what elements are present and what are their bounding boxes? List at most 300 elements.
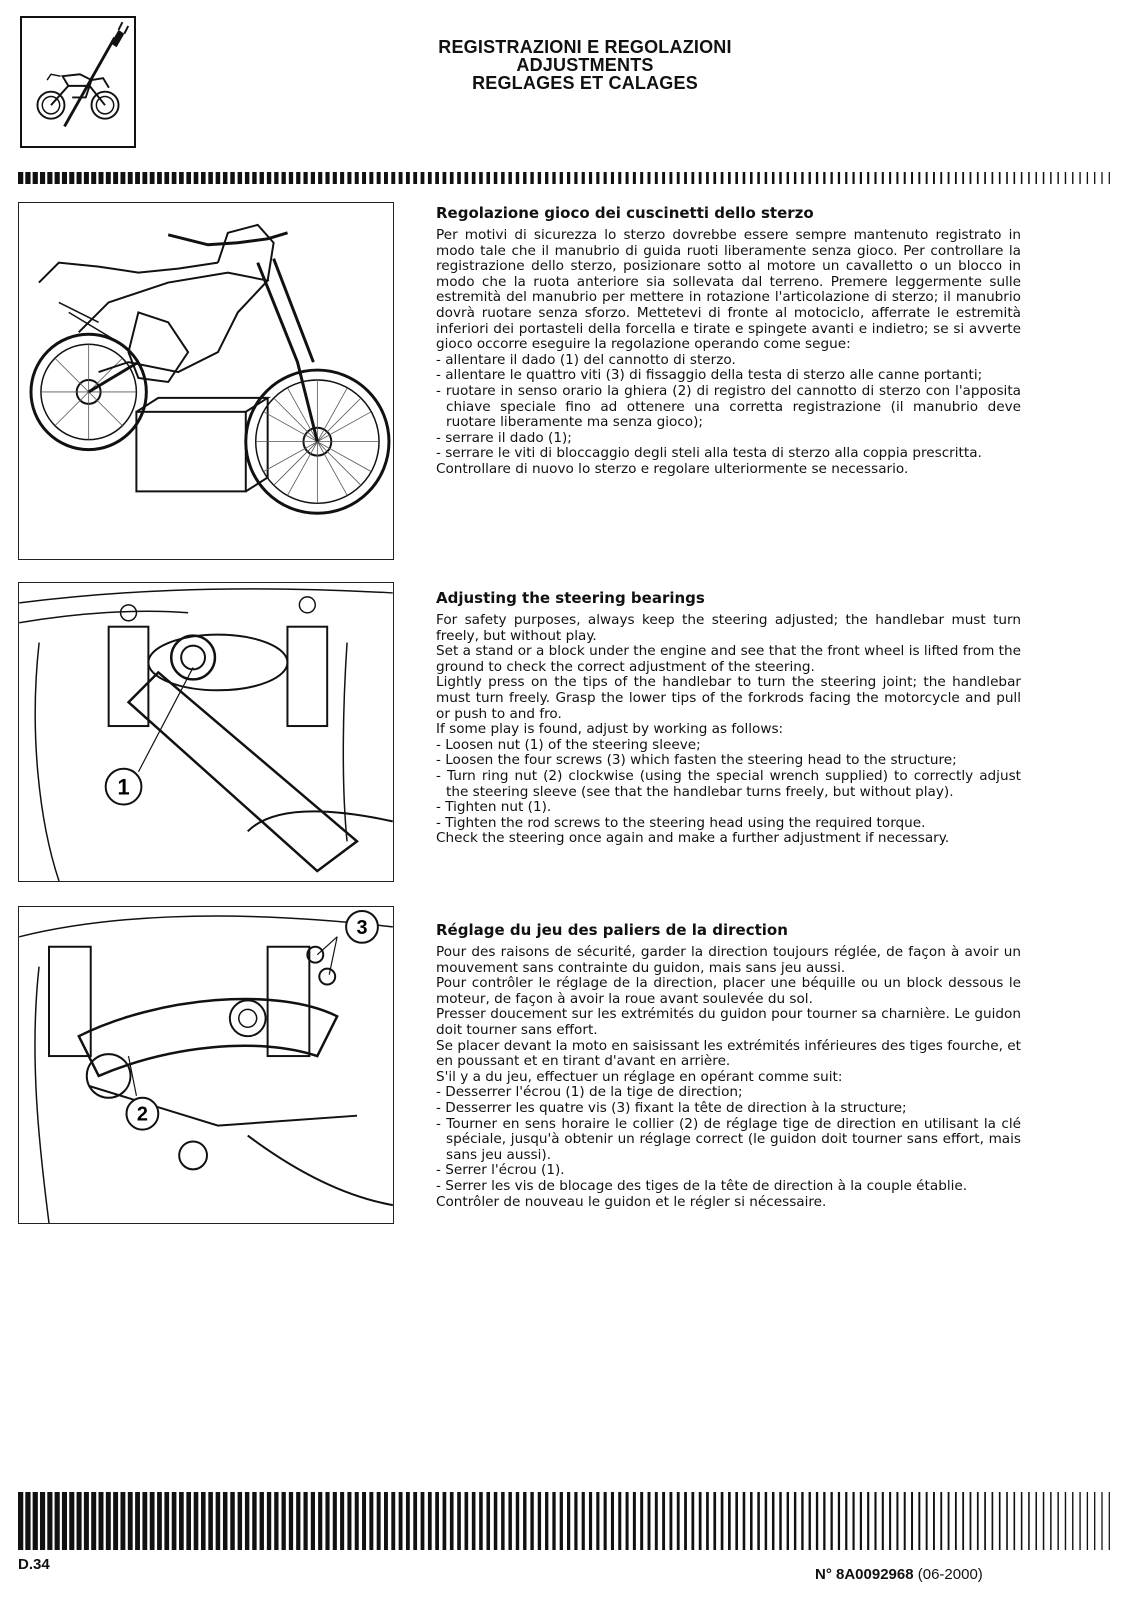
band-bar — [347, 1492, 351, 1550]
band-bar — [230, 172, 234, 184]
band-bar — [626, 172, 629, 184]
band-bar — [377, 172, 381, 184]
band-bar — [560, 172, 563, 184]
band-bar — [260, 1492, 264, 1550]
band-bar — [794, 172, 796, 184]
page-header-titles — [300, 38, 870, 92]
band-bar — [208, 1492, 213, 1550]
band-bar — [874, 1492, 876, 1550]
band-bar — [977, 1492, 979, 1550]
band-bar — [1014, 1492, 1016, 1550]
band-bar — [926, 172, 928, 184]
band-bar — [369, 172, 373, 184]
band-bar — [626, 1492, 629, 1550]
band-bar — [113, 1492, 118, 1550]
band-bar — [486, 1492, 490, 1550]
band-bar — [918, 1492, 920, 1550]
band-bar — [516, 1492, 519, 1550]
band-bar — [164, 1492, 169, 1550]
section-french — [436, 922, 1021, 1210]
band-bar — [574, 1492, 577, 1550]
band-bar — [992, 1492, 994, 1550]
band-bar — [633, 172, 636, 184]
band-bar — [443, 1492, 447, 1550]
band-bar — [282, 1492, 286, 1550]
band-bar — [435, 172, 439, 184]
band-bar — [713, 172, 716, 184]
section-english — [436, 590, 1021, 847]
band-bar — [99, 172, 104, 184]
band-bar — [186, 1492, 191, 1550]
band-bar — [142, 1492, 147, 1550]
band-bar — [713, 1492, 716, 1550]
band-bar — [545, 172, 548, 184]
band-bar — [691, 172, 694, 184]
motorcycle-illustration — [19, 203, 393, 559]
band-bar — [282, 172, 286, 184]
band-bar — [69, 172, 74, 184]
motorcycle-screwdriver-icon — [20, 16, 136, 148]
band-bar — [479, 1492, 483, 1550]
band-bar — [721, 1492, 724, 1550]
band-bar — [186, 172, 191, 184]
band-bar — [889, 1492, 891, 1550]
section-italian — [436, 205, 1021, 478]
callout-3: 3 — [356, 916, 368, 939]
band-bar — [157, 172, 162, 184]
band-bar — [150, 172, 155, 184]
band-bar — [62, 172, 67, 184]
band-bar — [838, 172, 840, 184]
band-bar — [750, 172, 753, 184]
band-bar — [970, 172, 972, 184]
band-bar — [794, 1492, 796, 1550]
band-bar — [582, 172, 585, 184]
band-bar — [399, 1492, 403, 1550]
band-bar — [757, 172, 760, 184]
band-bar — [47, 1492, 52, 1550]
band-bar — [970, 1492, 972, 1550]
band-bar — [999, 172, 1001, 184]
steps-list-it — [436, 353, 1021, 462]
bottom-barcode-band — [18, 1492, 1116, 1550]
band-bar — [787, 1492, 789, 1550]
band-bar — [77, 1492, 82, 1550]
band-bar — [311, 172, 315, 184]
band-bar — [611, 1492, 614, 1550]
band-bar — [465, 1492, 469, 1550]
band-bar — [1028, 172, 1030, 184]
band-bar — [172, 172, 177, 184]
band-bar — [530, 172, 533, 184]
band-bar — [955, 1492, 957, 1550]
band-bar — [845, 1492, 847, 1550]
band-bar — [333, 1492, 337, 1550]
steering-nut-illustration — [19, 583, 393, 881]
band-bar — [428, 1492, 432, 1550]
band-bar — [911, 172, 913, 184]
step-item: - Desserrer les quatre vis (3) fixant la tête de direction à la structure; — [436, 1099, 907, 1116]
band-bar — [618, 172, 621, 184]
band-bar — [99, 1492, 104, 1550]
band-bar — [999, 1492, 1001, 1550]
band-bar — [699, 172, 702, 184]
section-heading-fr: Réglage du jeu des paliers de la direction — [436, 921, 788, 939]
band-bar — [889, 172, 891, 184]
section-intro-it: Per motivi di sicurezza lo sterzo dovrebbe essere sempre mantenuto registrato in modo tale che il manubrio di guida ruoti liberamente senza gioco. Per controllare la registrazione dello sterzo, posizionare sotto al motore un cavalletto o un blocco in modo che la ruota anteriore sia sollevata dal terreno. Premere leggermente sulle estremità del manubrio per mettere in rotazione l'articolazione di sterzo; il manubrio dovrà ruotare senza sforzo. Mettetevi di fronte al motociclo, afferrate le estremità inferiori dei portasteli della forcella e tirate e spingete avanti e indietro; se si avverte gioco occorre eseguire la regolazione operando come segue: — [436, 227, 1021, 353]
band-bar — [523, 1492, 526, 1550]
band-bar — [1057, 172, 1058, 184]
steps-list-en — [436, 738, 1021, 832]
band-bar — [55, 1492, 60, 1550]
band-bar — [589, 172, 592, 184]
band-bar — [772, 1492, 774, 1550]
band-bar — [852, 172, 854, 184]
band-bar — [604, 1492, 607, 1550]
top-barcode-band — [18, 172, 1116, 184]
band-bar — [530, 1492, 533, 1550]
band-bar — [1065, 172, 1066, 184]
step-item: - Serrer les vis de blocage des tiges de la tête de direction à la couple établie. — [436, 1177, 968, 1194]
band-bar — [831, 172, 833, 184]
band-bar — [955, 172, 957, 184]
band-bar — [84, 172, 89, 184]
band-bar — [538, 1492, 541, 1550]
band-bar — [91, 1492, 96, 1550]
band-bar — [940, 172, 942, 184]
band-bar — [377, 1492, 381, 1550]
band-bar — [142, 172, 147, 184]
band-bar — [501, 1492, 504, 1550]
band-bar — [391, 1492, 395, 1550]
band-bar — [40, 1492, 45, 1550]
band-bar — [113, 172, 118, 184]
band-bar — [399, 172, 403, 184]
band-bar — [120, 1492, 125, 1550]
step-item: - Turn ring nut (2) clockwise (using the special wrench supplied) to correctly adjust the steering sleeve (see that the handlebar turns freely, but without play). — [436, 767, 1021, 800]
band-bar — [618, 1492, 621, 1550]
band-bar — [669, 1492, 672, 1550]
band-bar — [1109, 1492, 1110, 1550]
band-bar — [230, 1492, 234, 1550]
band-bar — [838, 1492, 840, 1550]
band-bar — [325, 172, 329, 184]
band-bar — [508, 172, 511, 184]
band-bar — [728, 172, 731, 184]
band-bar — [223, 172, 228, 184]
step-item: - Loosen the four screws (3) which fasten the steering head to the structure; — [436, 752, 957, 769]
band-bar — [252, 1492, 256, 1550]
band-bar — [47, 172, 52, 184]
band-bar — [611, 172, 614, 184]
band-bar — [135, 1492, 140, 1550]
band-bar — [77, 172, 82, 184]
section-intro-en: For safety purposes, always keep the steering adjusted; the handlebar must turn freely, but without play. Set a stand or a block under the engine and see that the front wheel is lifted from the ground to check the correct adjustment of the steering. Lightly press on the tips of the handlebar to turn the steering joint; the handlebar must turn freely. Grasp the lower tips of the forkrods facing the motorcycle and pull or push to and fro. If some play is found, adjust by working as follows: — [436, 612, 1021, 738]
band-bar — [208, 172, 213, 184]
band-bar — [194, 1492, 199, 1550]
band-bar — [962, 172, 964, 184]
band-bar — [62, 1492, 67, 1550]
band-bar — [823, 172, 825, 184]
band-bar — [567, 172, 570, 184]
band-bar — [721, 172, 724, 184]
band-bar — [179, 172, 184, 184]
band-bar — [128, 1492, 133, 1550]
section-closing-it: Controllare di nuovo lo sterzo e regolare ulteriormente se necessario. — [436, 460, 909, 477]
band-bar — [69, 1492, 74, 1550]
band-bar — [1006, 172, 1008, 184]
band-bar — [648, 1492, 651, 1550]
band-bar — [1050, 1492, 1051, 1550]
band-bar — [1087, 1492, 1088, 1550]
band-bar — [640, 1492, 643, 1550]
band-bar — [589, 1492, 592, 1550]
header-title-en: ADJUSTMENTS — [516, 55, 654, 75]
doc-date: (06-2000) — [917, 1566, 983, 1583]
band-bar — [691, 1492, 694, 1550]
band-bar — [150, 1492, 155, 1550]
band-bar — [684, 172, 687, 184]
band-bar — [128, 172, 133, 184]
band-bar — [84, 1492, 89, 1550]
header-title-it: REGISTRAZIONI E REGOLAZIONI — [438, 37, 732, 57]
band-bar — [633, 1492, 636, 1550]
band-bar — [596, 1492, 599, 1550]
band-bar — [303, 1492, 307, 1550]
band-bar — [911, 1492, 913, 1550]
band-bar — [274, 172, 278, 184]
step-item: - allentare il dado (1) del cannotto di sterzo. — [436, 351, 736, 368]
band-bar — [662, 1492, 665, 1550]
band-bar — [1101, 172, 1102, 184]
band-bar — [201, 172, 206, 184]
band-bar — [391, 172, 395, 184]
band-bar — [816, 1492, 818, 1550]
section-closing-en: Check the steering once again and make a further adjustment if necessary. — [436, 830, 950, 847]
band-bar — [296, 1492, 300, 1550]
band-bar — [333, 172, 337, 184]
band-bar — [823, 1492, 825, 1550]
band-bar — [164, 172, 169, 184]
band-bar — [801, 1492, 803, 1550]
step-item: - Tighten the rod screws to the steering head using the required torque. — [436, 814, 926, 831]
band-bar — [457, 172, 461, 184]
band-bar — [809, 172, 811, 184]
band-bar — [421, 1492, 425, 1550]
band-bar — [40, 172, 45, 184]
section-closing-fr: Contrôler de nouveau le guidon et le régler si nécessaire. — [436, 1193, 827, 1210]
band-bar — [882, 1492, 884, 1550]
band-bar — [465, 172, 469, 184]
band-bar — [450, 1492, 454, 1550]
band-bar — [1101, 1492, 1102, 1550]
band-bar — [1028, 1492, 1030, 1550]
band-bar — [933, 172, 935, 184]
band-bar — [896, 172, 898, 184]
band-bar — [867, 1492, 869, 1550]
step-item: - serrare il dado (1); — [436, 429, 572, 446]
band-bar — [472, 172, 476, 184]
band-bar — [772, 172, 774, 184]
band-bar — [1006, 1492, 1008, 1550]
band-bar — [743, 1492, 746, 1550]
band-bar — [347, 172, 351, 184]
band-bar — [735, 172, 738, 184]
band-bar — [655, 1492, 658, 1550]
section-intro-fr: Pour des raisons de sécurité, garder la direction toujours réglée, de façon à avoir un mouvement sans contrainte du guidon, mais sans jeu aussi. Pour contrôler le réglage de la direction, placer une béquille ou un block dessous le moteur, de façon à avoir la roue avant soulevée du sol. Presser doucement sur les extrémités du guidon pour tourner sa charnière. Le guidon doit tourner sans effort. Se placer devant la moto en saisissant les extrémités inférieures des tiges fourche, et en poussant et en tirant d'avant en arrière. S'il y a du jeu, effectuer un réglage en opérant comme suit: — [436, 944, 1021, 1085]
band-bar — [845, 172, 847, 184]
band-bar — [479, 172, 483, 184]
band-bar — [25, 1492, 30, 1550]
band-bar — [655, 172, 658, 184]
band-bar — [926, 1492, 928, 1550]
band-bar — [787, 172, 789, 184]
header-title-fr: REGLAGES ET CALAGES — [472, 73, 698, 93]
band-bar — [25, 172, 30, 184]
band-bar — [1072, 1492, 1073, 1550]
band-bar — [238, 1492, 242, 1550]
step-item: - Tighten nut (1). — [436, 799, 552, 816]
band-bar — [296, 172, 300, 184]
step-item: - ruotare in senso orario la ghiera (2) di registro del cannotto di sterzo con l'apposita chiave speciale fino ad ottenere una corretta registrazione (il manubrio deve ruotare liberamente ma senza gioco); — [436, 382, 1021, 431]
band-bar — [1050, 172, 1051, 184]
band-bar — [882, 172, 884, 184]
band-bar — [55, 172, 60, 184]
step-item: - Tourner en sens horaire le collier (2) de réglage tige de direction en utilisant la clé spéciale, jusqu'à obtenir un réglage correct (le guidon doit tourner sans effort, mais sans jeu aussi). — [436, 1115, 1021, 1163]
band-bar — [1087, 172, 1088, 184]
band-bar — [582, 1492, 585, 1550]
band-bar — [918, 172, 920, 184]
band-bar — [179, 1492, 184, 1550]
band-bar — [508, 1492, 511, 1550]
step-item: - serrare le viti di bloccaggio degli steli alla testa di sterzo alla coppia prescritta. — [436, 445, 982, 462]
band-bar — [172, 1492, 177, 1550]
step-item: - Desserrer l'écrou (1) de la tige de direction; — [436, 1084, 743, 1101]
band-bar — [120, 172, 125, 184]
band-bar — [728, 1492, 731, 1550]
band-bar — [238, 172, 242, 184]
band-bar — [33, 172, 38, 184]
band-bar — [867, 172, 869, 184]
band-bar — [662, 172, 665, 184]
band-bar — [677, 1492, 680, 1550]
band-bar — [267, 172, 271, 184]
band-bar — [428, 172, 432, 184]
page-number: D.34 — [18, 1556, 50, 1573]
band-bar — [735, 1492, 738, 1550]
callout-1: 1 — [117, 774, 130, 800]
step-item: - allentare le quattro viti (3) di fissaggio della testa di sterzo alle canne portanti; — [436, 367, 983, 384]
band-bar — [640, 172, 643, 184]
step-item: - Serrer l'écrou (1). — [436, 1162, 565, 1179]
band-bar — [860, 172, 862, 184]
band-bar — [501, 172, 504, 184]
band-bar — [355, 172, 359, 184]
band-bar — [1079, 1492, 1080, 1550]
band-bar — [596, 172, 599, 184]
band-bar — [604, 172, 607, 184]
band-bar — [421, 172, 425, 184]
band-bar — [684, 1492, 687, 1550]
band-bar — [18, 172, 23, 184]
band-bar — [977, 172, 979, 184]
step-item: - Loosen nut (1) of the steering sleeve; — [436, 736, 701, 753]
band-bar — [545, 1492, 548, 1550]
band-bar — [340, 172, 344, 184]
band-bar — [560, 1492, 563, 1550]
band-bar — [750, 1492, 753, 1550]
band-bar — [1035, 172, 1037, 184]
callout-2: 2 — [136, 1103, 148, 1126]
doc-prefix: N° — [815, 1566, 836, 1583]
band-bar — [699, 1492, 702, 1550]
band-bar — [948, 172, 950, 184]
band-bar — [260, 172, 264, 184]
doc-number: 8A0092968 — [836, 1566, 914, 1583]
band-bar — [852, 1492, 854, 1550]
band-bar — [552, 172, 555, 184]
band-bar — [831, 1492, 833, 1550]
steering-head-illustration — [19, 907, 393, 1223]
band-bar — [896, 1492, 898, 1550]
band-bar — [1035, 1492, 1037, 1550]
band-bar — [809, 1492, 811, 1550]
band-bar — [318, 1492, 322, 1550]
band-bar — [369, 1492, 373, 1550]
band-bar — [1109, 172, 1110, 184]
band-bar — [801, 172, 803, 184]
band-bar — [933, 1492, 935, 1550]
band-bar — [743, 172, 746, 184]
band-bar — [289, 172, 293, 184]
band-bar — [567, 1492, 570, 1550]
band-bar — [1094, 1492, 1095, 1550]
band-bar — [765, 1492, 768, 1550]
band-bar — [984, 172, 986, 184]
band-bar — [267, 1492, 271, 1550]
band-bar — [816, 172, 818, 184]
band-bar — [413, 1492, 417, 1550]
band-bar — [223, 1492, 228, 1550]
band-bar — [669, 172, 672, 184]
document-code — [815, 1566, 983, 1583]
band-bar — [677, 172, 680, 184]
band-bar — [413, 172, 417, 184]
band-bar — [516, 172, 519, 184]
band-bar — [1043, 172, 1044, 184]
band-bar — [1079, 172, 1080, 184]
band-bar — [443, 172, 447, 184]
band-bar — [904, 172, 906, 184]
band-bar — [303, 172, 307, 184]
band-bar — [984, 1492, 986, 1550]
band-bar — [252, 172, 256, 184]
section-heading-it: Regolazione gioco dei cuscinetti dello sterzo — [436, 204, 814, 222]
band-bar — [384, 172, 388, 184]
band-bar — [245, 172, 249, 184]
band-bar — [362, 1492, 366, 1550]
band-bar — [106, 1492, 111, 1550]
band-bar — [362, 172, 366, 184]
band-bar — [457, 1492, 461, 1550]
band-bar — [1065, 1492, 1066, 1550]
band-bar — [472, 1492, 476, 1550]
band-bar — [106, 172, 111, 184]
band-bar — [18, 1492, 23, 1550]
band-bar — [706, 172, 709, 184]
band-bar — [157, 1492, 162, 1550]
band-bar — [274, 1492, 278, 1550]
